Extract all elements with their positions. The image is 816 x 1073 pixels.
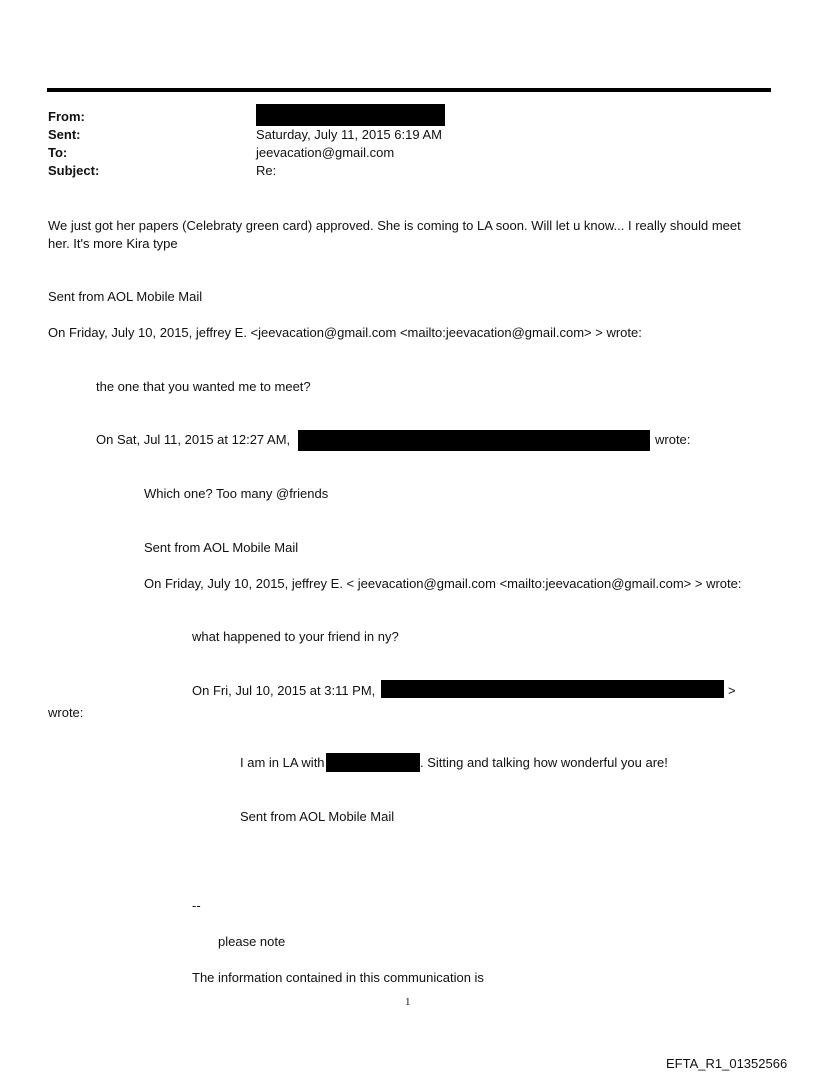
redacted-sender-4: [381, 680, 724, 698]
sent-label: Sent:: [48, 127, 81, 142]
signature-1: Sent from AOL Mobile Mail: [48, 289, 203, 304]
quote-header-4-gt: >: [728, 683, 736, 698]
subject-label: Subject:: [48, 163, 100, 178]
sent-value: Saturday, July 11, 2015 6:19 AM: [256, 127, 442, 142]
quote-text-1: the one that you wanted me to meet?: [96, 379, 311, 394]
quote-text-4-start: I am in LA with: [240, 755, 325, 770]
quote-header-4-start: On Fri, Jul 10, 2015 at 3:11 PM,: [192, 683, 376, 698]
signature-3: Sent from AOL Mobile Mail: [240, 809, 395, 824]
redacted-name-4: [326, 753, 420, 772]
to-value: jeevacation@gmail.com: [256, 145, 395, 160]
page-number: 1: [405, 996, 411, 1008]
document-id: EFTA_R1_01352566: [666, 1056, 788, 1071]
signature-dashes: --: [192, 898, 201, 913]
quote-header-2-end: wrote:: [655, 432, 691, 447]
please-note: please note: [218, 934, 286, 949]
redacted-from-value: [256, 104, 445, 126]
quote-header-1: On Friday, July 10, 2015, jeffrey E. <jeevacation@gmail.com <mailto:jeevacation@gmail.com> > wrote:: [48, 325, 642, 340]
quote-header-4-wrote: wrote:: [48, 705, 84, 720]
to-label: To:: [48, 145, 68, 160]
from-label: From:: [48, 109, 85, 124]
body-line-2: her. It's more Kira type: [48, 236, 178, 251]
redacted-sender-2: [298, 430, 650, 451]
signature-2: Sent from AOL Mobile Mail: [144, 540, 299, 555]
header-rule: [47, 88, 771, 92]
quote-text-2: Which one? Too many @friends: [144, 486, 329, 501]
body-line-1: We just got her papers (Celebraty green card) approved. She is coming to LA soon. Will let u know... I really should meet: [48, 218, 741, 233]
info-line: The information contained in this communication is: [192, 970, 484, 985]
quote-text-3: what happened to your friend in ny?: [192, 629, 399, 644]
quote-header-2-start: On Sat, Jul 11, 2015 at 12:27 AM,: [96, 432, 291, 447]
quote-text-4-end: . Sitting and talking how wonderful you are!: [420, 755, 668, 770]
quote-header-3: On Friday, July 10, 2015, jeffrey E. < jeevacation@gmail.com <mailto:jeevacation@gmail.com> > wrote:: [144, 576, 742, 591]
subject-value: Re:: [256, 163, 277, 178]
